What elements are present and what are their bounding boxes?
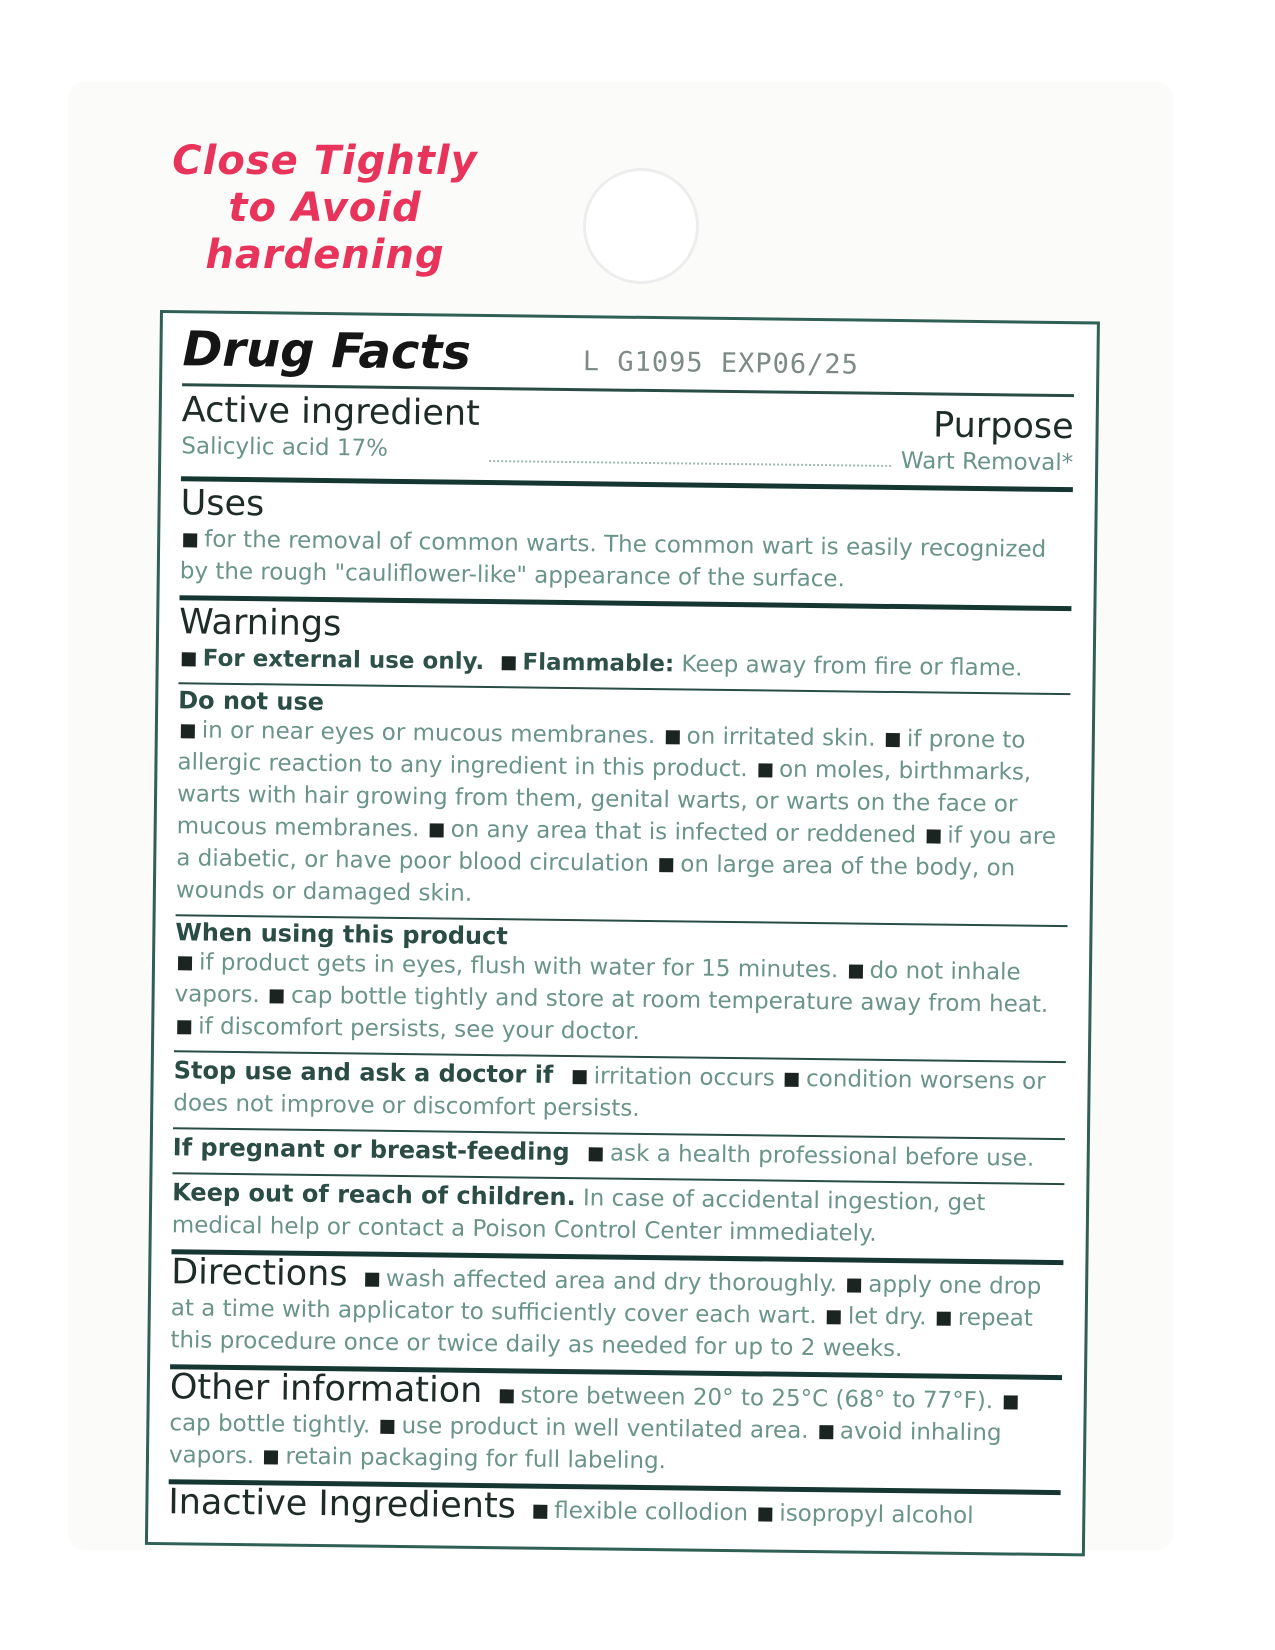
flammable-label: Flammable: [522, 649, 675, 678]
bullet-icon [665, 730, 679, 744]
bullet-icon [181, 724, 195, 738]
other-information-item: cap bottle tightly. [169, 1410, 371, 1439]
external-use-warning: For external use only. [202, 645, 485, 675]
bullet-icon [501, 656, 515, 670]
other-information-item: avoid inhaling vapors. [168, 1418, 1002, 1470]
do-not-use-section [176, 684, 1071, 925]
bullet-icon [847, 1278, 861, 1292]
hang-hole [583, 168, 699, 284]
inactive-ingredient-item: flexible collodion [554, 1497, 749, 1527]
active-ingredient-heading: Active ingredient [181, 390, 481, 434]
bullet-icon [430, 823, 444, 837]
drug-facts-header [182, 321, 1075, 394]
drug-facts-title: Drug Facts [182, 321, 472, 381]
inactive-ingredients-heading: Inactive Ingredients [168, 1482, 517, 1527]
bullet-icon [1003, 1395, 1017, 1409]
stop-use-heading: Stop use and ask a doctor if [173, 1056, 554, 1089]
bullet-icon [886, 733, 900, 747]
warning-line-1: Close Tightly [172, 138, 478, 184]
bullet-icon [659, 858, 673, 872]
bullet-icon [365, 1273, 379, 1287]
keep-out-text: In case of accidental ingestion, get medical help or contact a Poison Control Center immediately. [171, 1185, 986, 1247]
other-information-section [169, 1369, 1062, 1490]
bullet-icon [827, 1310, 841, 1324]
when-using-heading: When using this product [175, 918, 508, 951]
do-not-use-item: if prone to allergic reaction to any ingredient in this product. [177, 726, 1026, 783]
close-tightly-warning [170, 138, 480, 279]
do-not-use-item: in or near eyes or mucous membranes. [201, 717, 656, 750]
bullet-icon [573, 1070, 587, 1084]
bullet-icon [785, 1073, 799, 1087]
other-information-heading: Other information [169, 1367, 483, 1412]
do-not-use-item: on irritated skin. [686, 723, 876, 752]
directions-item: apply one drop at a time with applicator to sufficiently cover each wart. [170, 1271, 1042, 1330]
when-using-item: do not inhale vapors. [174, 957, 1021, 1009]
bullet-icon [270, 989, 284, 1003]
bullet-icon [848, 964, 862, 978]
keep-out-section [172, 1174, 1065, 1260]
uses-heading: Uses [180, 483, 265, 525]
lot-expiry-code: L G1095 EXP06/25 [582, 346, 860, 381]
bullet-icon [533, 1505, 547, 1519]
uses-section [180, 481, 1073, 606]
inactive-ingredient-item: isopropyl alcohol [779, 1500, 974, 1530]
warnings-section [178, 600, 1071, 693]
bullet-icon [937, 1312, 951, 1326]
pregnant-item: ask a health professional before use. [609, 1140, 1035, 1172]
bullet-icon [499, 1389, 513, 1403]
directions-item: wash affected area and dry thoroughly. [385, 1265, 838, 1298]
warning-line-2: to Avoid [228, 185, 422, 231]
do-not-use-item: on large area of the body, on wounds or damaged skin. [175, 851, 1016, 907]
bullet-icon [182, 652, 196, 666]
purpose-heading: Purpose [932, 405, 1074, 448]
keep-out-heading: Keep out of reach of children. [172, 1178, 576, 1212]
warning-line-3: hardening [205, 232, 445, 278]
directions-item: let dry. [847, 1303, 927, 1331]
do-not-use-item: on moles, birthmarks, warts with hair growing from them, genital warts, or warts on the face or mucous membranes. [176, 756, 1032, 843]
bullet-icon [758, 763, 772, 777]
when-using-section [174, 916, 1068, 1061]
bullet-icon [589, 1147, 603, 1161]
bullet-icon [819, 1425, 833, 1439]
do-not-use-heading: Do not use [178, 686, 325, 717]
leader-dots [489, 460, 891, 467]
when-using-item: if product gets in eyes, flush with water for 15 minutes. [198, 949, 839, 984]
other-information-item: use product in well ventilated area. [401, 1413, 809, 1445]
active-ingredient-section [181, 386, 1074, 487]
bullet-icon [177, 1020, 191, 1034]
bullet-icon [264, 1450, 278, 1464]
bullet-icon [183, 533, 197, 547]
directions-item: repeat this procedure once or twice daily as needed for up to 2 weeks. [170, 1304, 1033, 1363]
bullet-icon [758, 1507, 772, 1521]
flammable-text: Keep away from fire or flame. [681, 651, 1023, 682]
uses-text: for the removal of common warts. The common wart is easily recognized by the rough "cauliflower-like" appearance of the surface. [179, 526, 1047, 593]
when-using-item: cap bottle tightly and store at room temperature away from heat. [290, 982, 1049, 1018]
stop-use-item: condition worsens or does not improve or discomfort persists. [173, 1065, 1046, 1122]
directions-section [170, 1254, 1063, 1375]
do-not-use-item: if you are a diabetic, or have poor blood circulation [176, 822, 1057, 878]
bullet-icon [178, 956, 192, 970]
pregnant-heading: If pregnant or breast-feeding [172, 1133, 570, 1167]
other-information-item: store between 20° to 25°C (68° to 77°F). [520, 1382, 994, 1415]
stop-use-section [173, 1052, 1066, 1138]
directions-heading: Directions [171, 1252, 348, 1295]
drug-facts-panel [145, 310, 1100, 1556]
bullet-icon [380, 1420, 394, 1434]
purpose-value: Wart Removal* [900, 448, 1074, 477]
stop-use-item: irritation occurs [593, 1063, 775, 1092]
warnings-heading: Warnings [178, 602, 342, 645]
inactive-ingredients-section [168, 1484, 1060, 1541]
other-information-item: retain packaging for full labeling. [285, 1443, 667, 1475]
active-ingredient-value: Salicylic acid 17% [181, 433, 389, 462]
when-using-item: if discomfort persists, see your doctor. [198, 1013, 641, 1045]
bullet-icon [926, 829, 940, 843]
do-not-use-item: on any area that is infected or reddened [450, 816, 917, 849]
